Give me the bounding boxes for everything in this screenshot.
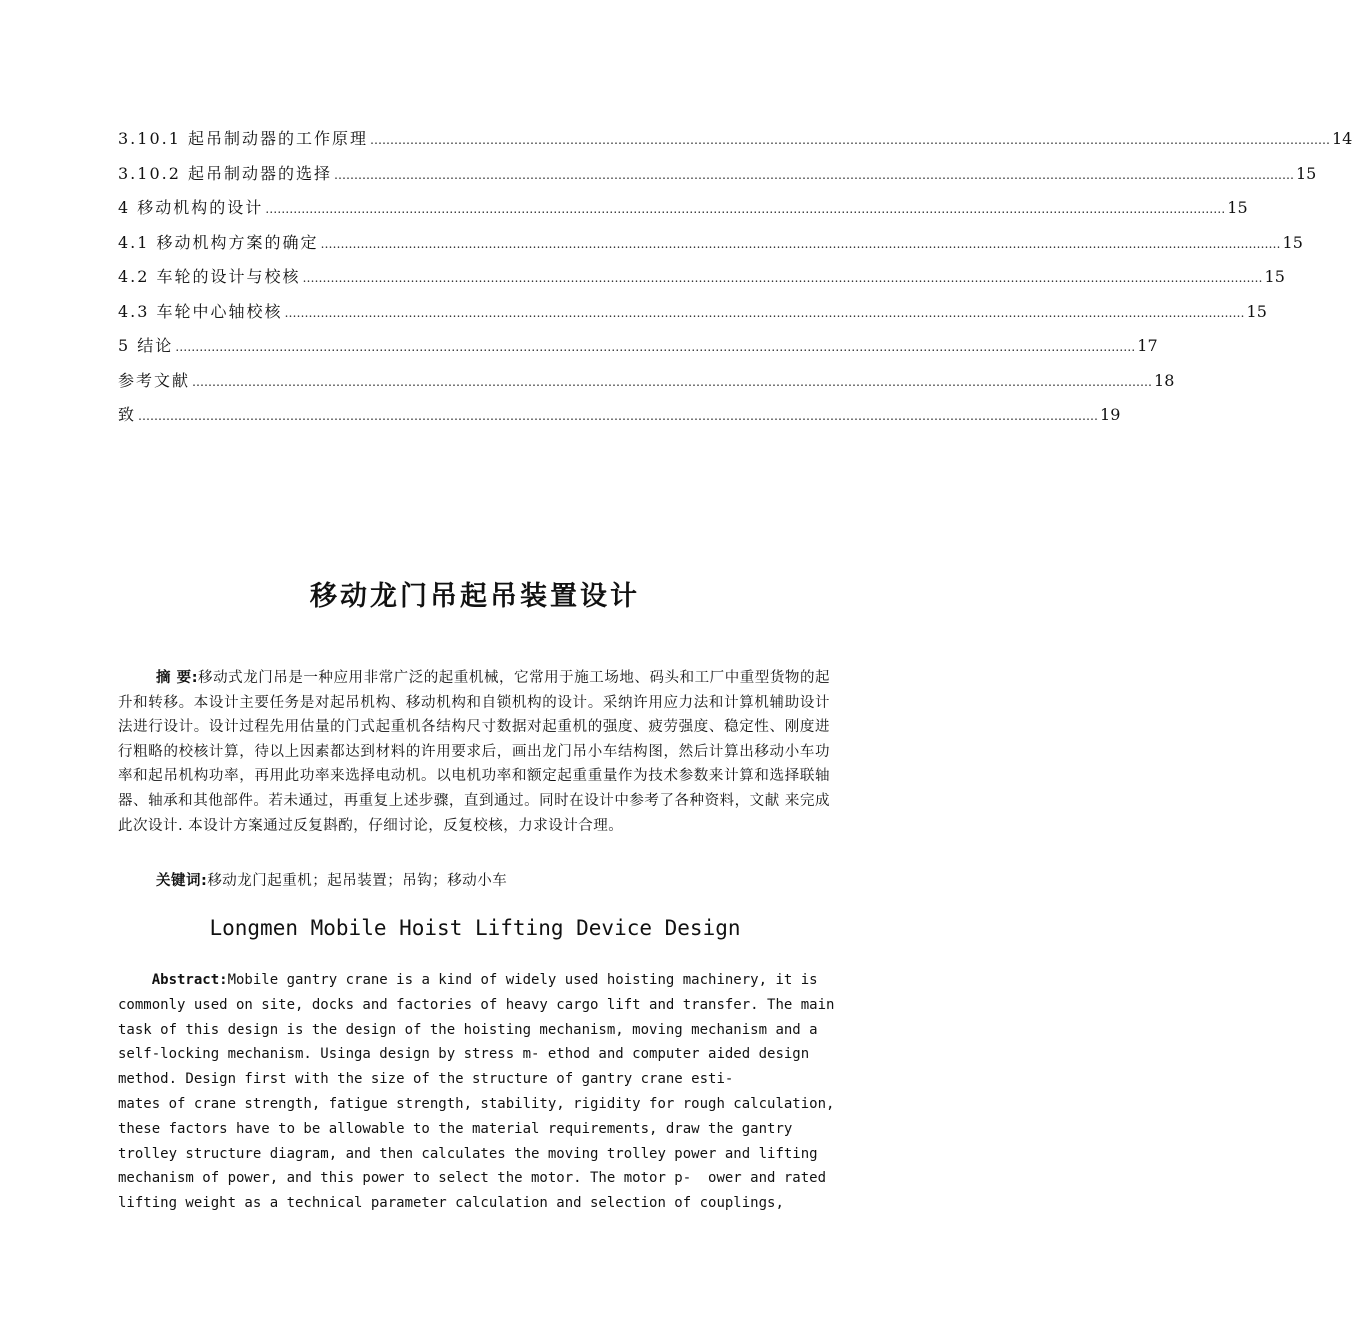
toc-entry bbox=[118, 126, 1352, 161]
toc-leader-dots: …………………………………………………………………………………………………………………………………………………………………………………………………………………… bbox=[175, 340, 1136, 354]
toc-entry-page: 15 bbox=[1227, 198, 1248, 217]
chinese-keywords bbox=[156, 869, 507, 890]
chinese-abstract bbox=[118, 666, 830, 838]
toc-entry bbox=[118, 333, 1158, 368]
toc-entry-title: 5 结论 bbox=[118, 336, 174, 355]
toc-entry-title: 3.10.2 起吊制动器的选择 bbox=[118, 163, 332, 183]
toc-entry-title: 4 移动机构的设计 bbox=[118, 198, 264, 217]
toc-leader-dots: …………………………………………………………………………………………………………………………………………………………………………………………………………………… bbox=[333, 167, 1294, 182]
english-abstract-line: self-locking mechanism. Usinga design by stress m- ethod and computer aided design bbox=[118, 1046, 810, 1063]
toc-entry bbox=[118, 195, 1248, 230]
toc-leader-dots: …………………………………………………………………………………………………………………………………………………………………………………………………………………… bbox=[302, 271, 1263, 285]
toc-leader-dots: …………………………………………………………………………………………………………………………………………………………………………………………………………………… bbox=[284, 305, 1245, 320]
chinese-abstract-text: 移动式龙门吊是一种应用非常广泛的起重机械，它常用于施工场地、码头和工厂中重型货物的起升和转移。本设计主要任务是对起吊机构、移动机构和自锁机构的设计。采纳许用应力法和计算机辅助设计法进行设计。设计过程先用估量的门式起重机各结构尺寸数据对起重机的强度、疲劳强度、稳定性、刚度进行粗略的校核计算，待以上因素都达到材料的许用要求后，画出龙门吊小车结构图，然后计算出移动小车功率和起吊机构功率，再用此功率来选择电动机。以电机功率和额定起重重量作为技术参数来计算和选择联轴器、轴承和其他部件。若未通过，再重复上述步骤，直到通过。同时在设计中参考了各种资料，文献 来完成此次设计. 本设计方案通过反复斟酌，仔细讨论，反复校核，力求设计合理。 bbox=[118, 670, 830, 834]
english-abstract-line: trolley structure diagram, and then calculates the moving trolley power and lifting bbox=[118, 1145, 818, 1162]
toc-leader-dots: …………………………………………………………………………………………………………………………………………………………………………………………………………………… bbox=[320, 236, 1281, 251]
toc-leader-dots: …………………………………………………………………………………………………………………………………………………………………………………………………………………… bbox=[265, 202, 1226, 216]
english-abstract-text: Mobile gantry crane is a kind of widely used hoisting machinery, it is bbox=[227, 972, 818, 988]
toc-leader-dots: …………………………………………………………………………………………………………………………………………………………………………………………………………………… bbox=[369, 133, 1330, 147]
english-abstract-line: these factors have to be allowable to the material requirements, draw the gantry bbox=[118, 1120, 793, 1137]
chinese-keywords-text: 移动龙门起重机；起吊装置；吊钩；移动小车 bbox=[207, 873, 508, 889]
english-abstract-line: mates of crane strength, fatigue strength, stability, rigidity for rough calculation, bbox=[118, 1095, 835, 1112]
english-abstract-line: commonly used on site, docks and factories of heavy cargo lift and transfer. The main bbox=[118, 996, 835, 1013]
toc-entry bbox=[118, 299, 1267, 334]
toc-entry-page: 15 bbox=[1246, 301, 1267, 321]
toc-entry-page: 19 bbox=[1100, 405, 1121, 424]
toc-entry-title: 4.1 移动机构方案的确定 bbox=[118, 232, 319, 252]
toc-entry bbox=[118, 230, 1303, 265]
english-abstract-label: Abstract: bbox=[151, 972, 228, 988]
toc-entry-page: 14 bbox=[1331, 129, 1352, 148]
toc-entry-title: 致 bbox=[118, 405, 137, 424]
toc-entry-page: 18 bbox=[1154, 370, 1175, 390]
toc-entry-title: 参考文献 bbox=[118, 370, 191, 390]
toc-entry-page: 15 bbox=[1295, 163, 1317, 183]
toc-leader-dots: …………………………………………………………………………………………………………………………………………………………………………………………………………………… bbox=[138, 409, 1099, 423]
toc-entry-title: 4.3 车轮中心轴校核 bbox=[118, 301, 283, 321]
toc-leader-dots: …………………………………………………………………………………………………………………………………………………………………………………………………………………… bbox=[192, 374, 1153, 389]
page-title: 移动龙门吊起吊装置设计 bbox=[310, 581, 640, 612]
chinese-keywords-label: 关键词: bbox=[156, 873, 208, 889]
toc-entry bbox=[118, 368, 1175, 403]
toc-entry bbox=[118, 264, 1285, 299]
english-abstract-line bbox=[118, 968, 833, 993]
toc-entry-page: 15 bbox=[1264, 267, 1285, 286]
english-abstract-line: method. Design first with the size of the structure of gantry crane esti- bbox=[118, 1071, 734, 1088]
toc-entry bbox=[118, 402, 1121, 437]
english-abstract-line: mechanism of power, and this power to select the motor. The motor p- ower and rated bbox=[118, 1170, 827, 1187]
toc-entry-page: 15 bbox=[1282, 232, 1303, 252]
english-title: Longmen Mobile Hoist Lifting Device Design bbox=[209, 916, 741, 940]
english-abstract-line: task of this design is the design of the hoisting mechanism, moving mechanism and a bbox=[118, 1021, 818, 1038]
toc-entry-title: 4.2 车轮的设计与校核 bbox=[118, 267, 301, 286]
table-of-contents bbox=[118, 126, 1352, 437]
toc-entry-page: 17 bbox=[1137, 336, 1158, 355]
toc-entry bbox=[118, 161, 1317, 196]
toc-entry-title: 3.10.1 起吊制动器的工作原理 bbox=[118, 129, 368, 148]
english-abstract-line: lifting weight as a technical parameter calculation and selection of couplings, bbox=[118, 1195, 784, 1212]
english-abstract bbox=[118, 968, 833, 1216]
chinese-abstract-label: 摘 要: bbox=[156, 670, 198, 686]
